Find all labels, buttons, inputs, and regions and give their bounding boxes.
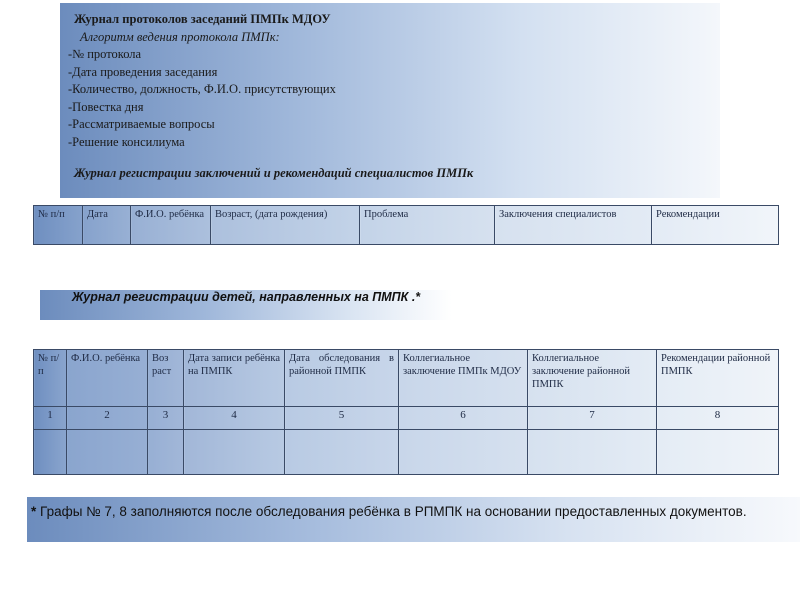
protocol-item: -Количество, должность, Ф.И.О. присутствующих — [68, 82, 336, 96]
empty-cell — [67, 430, 148, 475]
footnote-text: Графы № 7, 8 заполняются после обследования ребёнка в РПМПК на основании предоставленных документов. — [36, 504, 747, 519]
table-header-cell: Ф.И.О. ребёнка — [131, 206, 211, 245]
conclusions-table — [33, 205, 779, 245]
empty-cell — [148, 430, 184, 475]
referral-table — [33, 349, 779, 475]
table-header-cell: Заключения специалистов — [495, 206, 652, 245]
empty-cell — [34, 430, 67, 475]
column-number-cell: 8 — [657, 407, 779, 430]
table-header-cell: Коллегиальное заключение ПМПк МДОУ — [399, 350, 528, 407]
table-header-cell: Проблема — [360, 206, 495, 245]
column-number-cell: 5 — [285, 407, 399, 430]
table-header-cell: № п/п — [34, 350, 67, 407]
table-header-cell: Рекомендации — [652, 206, 779, 245]
table-header-cell: № п/п — [34, 206, 83, 245]
protocol-item: -№ протокола — [68, 47, 142, 61]
protocol-item: -Рассматриваемые вопросы — [68, 117, 215, 131]
table-header-cell: Дата — [83, 206, 131, 245]
protocol-item: -Решение консилиума — [68, 134, 185, 149]
protocol-item: -Дата проведения заседания — [68, 64, 218, 79]
empty-cell — [285, 430, 399, 475]
table-header-cell: Воз раст — [148, 350, 184, 407]
table-header-cell: Возраст, (дата рождения) — [211, 206, 360, 245]
empty-cell — [399, 430, 528, 475]
table-header-cell: Дата обследования в районной ПМПК — [285, 350, 399, 407]
table-header-cell: Рекомендации районной ПМПК — [657, 350, 779, 407]
table-header-cell: Дата записи ребёнка на ПМПК — [184, 350, 285, 407]
column-number-cell: 2 — [67, 407, 148, 430]
table-row — [34, 206, 779, 245]
protocol-journal-block — [60, 3, 720, 198]
footnote-star: * — [31, 504, 37, 519]
referral-journal-title: Журнал регистрации детей, направленных на ПМПК .* — [40, 290, 452, 320]
table-row — [34, 430, 779, 475]
empty-cell — [528, 430, 657, 475]
protocol-algorithm-subtitle: Алгоритм ведения протокола ПМПк: — [80, 29, 280, 44]
column-number-cell: 3 — [148, 407, 184, 430]
registration-journal-title: Журнал регистрации заключений и рекомендаций специалистов ПМПк — [74, 166, 474, 180]
protocol-item: -Повестка дня — [68, 99, 144, 114]
table-row — [34, 350, 779, 407]
column-number-cell: 6 — [399, 407, 528, 430]
column-number-cell: 1 — [34, 407, 67, 430]
footnote — [27, 497, 800, 542]
empty-cell — [657, 430, 779, 475]
table-header-cell: Ф.И.О. ребёнка — [67, 350, 148, 407]
table-row — [34, 407, 779, 430]
column-number-cell: 4 — [184, 407, 285, 430]
table-header-cell: Коллегиальное заключение районной ПМПК — [528, 350, 657, 407]
empty-cell — [184, 430, 285, 475]
protocol-journal-title: Журнал протоколов заседаний ПМПк МДОУ — [74, 12, 331, 26]
column-number-cell: 7 — [528, 407, 657, 430]
